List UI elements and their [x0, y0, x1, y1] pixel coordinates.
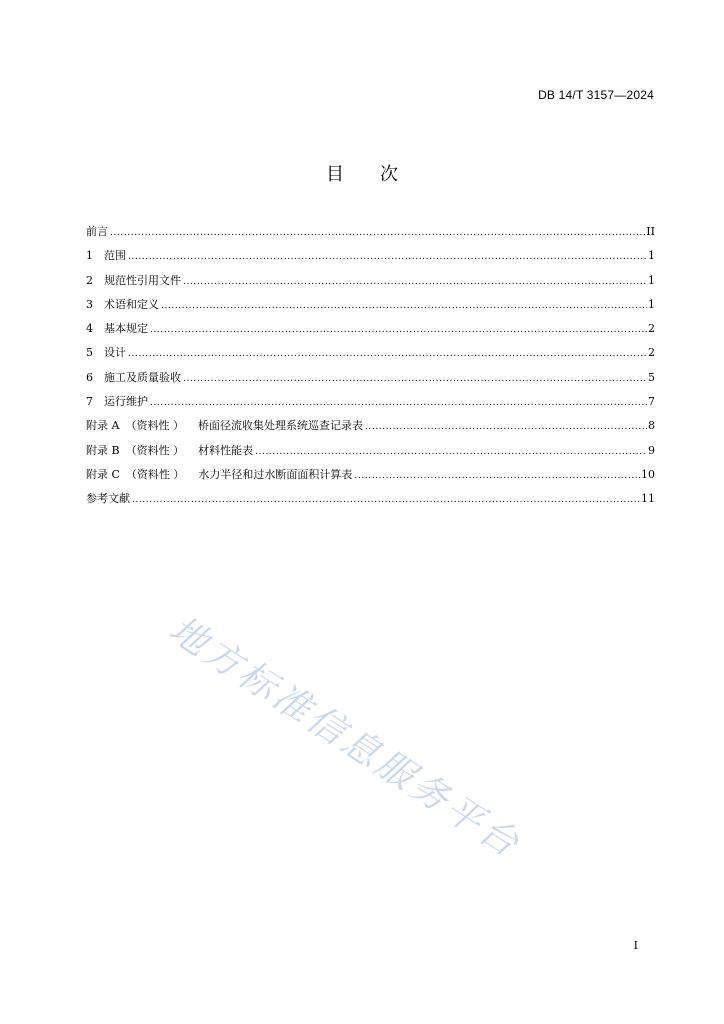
toc-entry-number: 1	[86, 249, 93, 263]
toc-entry-scope[interactable]	[86, 248, 655, 272]
toc-title-char-1: 目	[326, 164, 344, 185]
toc-appendix-type: （资料性 ）	[125, 419, 184, 433]
toc-dot-leader	[150, 395, 647, 411]
toc-entry-page: 5	[648, 370, 655, 384]
toc-entry-appendix-c[interactable]	[86, 467, 655, 491]
toc-entry-number: 6	[86, 370, 93, 384]
toc-title	[0, 160, 724, 186]
toc-entry-page: 10	[641, 467, 655, 481]
toc-entry-bibliography[interactable]	[86, 491, 655, 515]
toc-dot-leader	[255, 444, 647, 460]
toc-entry-terms-definitions[interactable]	[86, 297, 655, 321]
toc-entry-text: 水力半径和过水断面面积计算表	[198, 467, 353, 481]
toc-entry-text: 参考文献	[86, 492, 130, 506]
toc-entry-label	[86, 418, 365, 434]
toc-appendix-number: 附录 A	[86, 419, 120, 433]
toc-entry-text: 施工及质量验收	[104, 370, 181, 384]
toc-entry-text: 术语和定义	[104, 297, 159, 311]
toc-entry-operation-maintenance[interactable]	[86, 394, 655, 418]
toc-dot-leader	[150, 322, 647, 338]
toc-entry-number: 7	[86, 395, 93, 409]
toc-dot-leader	[161, 298, 647, 314]
toc-entry-text: 运行维护	[104, 395, 148, 409]
toc-entry-label	[86, 491, 132, 507]
toc-dot-leader	[128, 249, 647, 265]
toc-entry-label	[86, 443, 255, 459]
watermark-text: 地方标准信息服务平台	[161, 607, 529, 867]
toc-entry-label	[86, 467, 354, 483]
toc-entry-text: 材料性能表	[198, 443, 254, 457]
toc-entry-construction-acceptance[interactable]	[86, 370, 655, 394]
toc-entry-label	[86, 297, 161, 313]
toc-entry-text: 设计	[104, 346, 126, 360]
toc-entry-page: 9	[648, 443, 655, 457]
toc-entry-page: 1	[648, 249, 655, 263]
toc-dot-leader	[132, 492, 640, 508]
toc-appendix-type: （资料性 ）	[125, 467, 185, 481]
toc-appendix-number: 附录 B	[86, 443, 120, 457]
table-of-contents	[86, 224, 655, 516]
toc-entry-label	[86, 345, 128, 361]
toc-entry-normative-references[interactable]	[86, 273, 655, 297]
toc-entry-label	[86, 273, 183, 289]
toc-title-char-2: 次	[380, 164, 398, 185]
toc-dot-leader	[128, 346, 647, 362]
toc-entry-number: 2	[86, 273, 93, 287]
toc-entry-label	[86, 370, 183, 386]
toc-entry-number: 3	[86, 297, 93, 311]
toc-entry-text: 规范性引用文件	[104, 273, 181, 287]
toc-entry-text: 基本规定	[104, 322, 148, 336]
toc-entry-number: 4	[86, 322, 93, 336]
toc-entry-page: 11	[641, 492, 655, 506]
toc-entry-design[interactable]	[86, 345, 655, 369]
toc-entry-appendix-a[interactable]	[86, 418, 655, 442]
toc-entry-page: 2	[648, 346, 655, 360]
toc-entry-foreword[interactable]	[86, 224, 655, 248]
toc-entry-text: 范围	[104, 249, 126, 263]
toc-dot-leader	[110, 225, 645, 241]
toc-dot-leader	[365, 419, 647, 435]
toc-entry-basic-provisions[interactable]	[86, 321, 655, 345]
toc-dot-leader	[183, 274, 647, 290]
toc-entry-text: 桥面径流收集处理系统巡查记录表	[197, 419, 363, 433]
toc-appendix-number: 附录 C	[86, 467, 120, 481]
toc-entry-page: 1	[648, 273, 655, 287]
toc-entry-label	[86, 394, 150, 410]
toc-appendix-type: （资料性 ）	[125, 443, 185, 457]
toc-dot-leader	[183, 371, 647, 387]
toc-entry-label	[86, 321, 150, 337]
document-code: DB 14/T 3157—2024	[538, 88, 654, 102]
toc-entry-page: 1	[648, 297, 655, 311]
toc-entry-page: 7	[648, 395, 655, 409]
toc-entry-number: 5	[86, 346, 93, 360]
toc-entry-text: 前言	[86, 225, 108, 238]
toc-entry-label	[86, 248, 128, 264]
toc-dot-leader	[354, 468, 640, 484]
toc-entry-appendix-b[interactable]	[86, 443, 655, 467]
toc-entry-page: 2	[648, 322, 655, 336]
toc-entry-page: II	[646, 225, 655, 238]
page-number: I	[633, 939, 638, 952]
toc-entry-page: 8	[648, 419, 655, 433]
toc-entry-label	[86, 224, 110, 240]
